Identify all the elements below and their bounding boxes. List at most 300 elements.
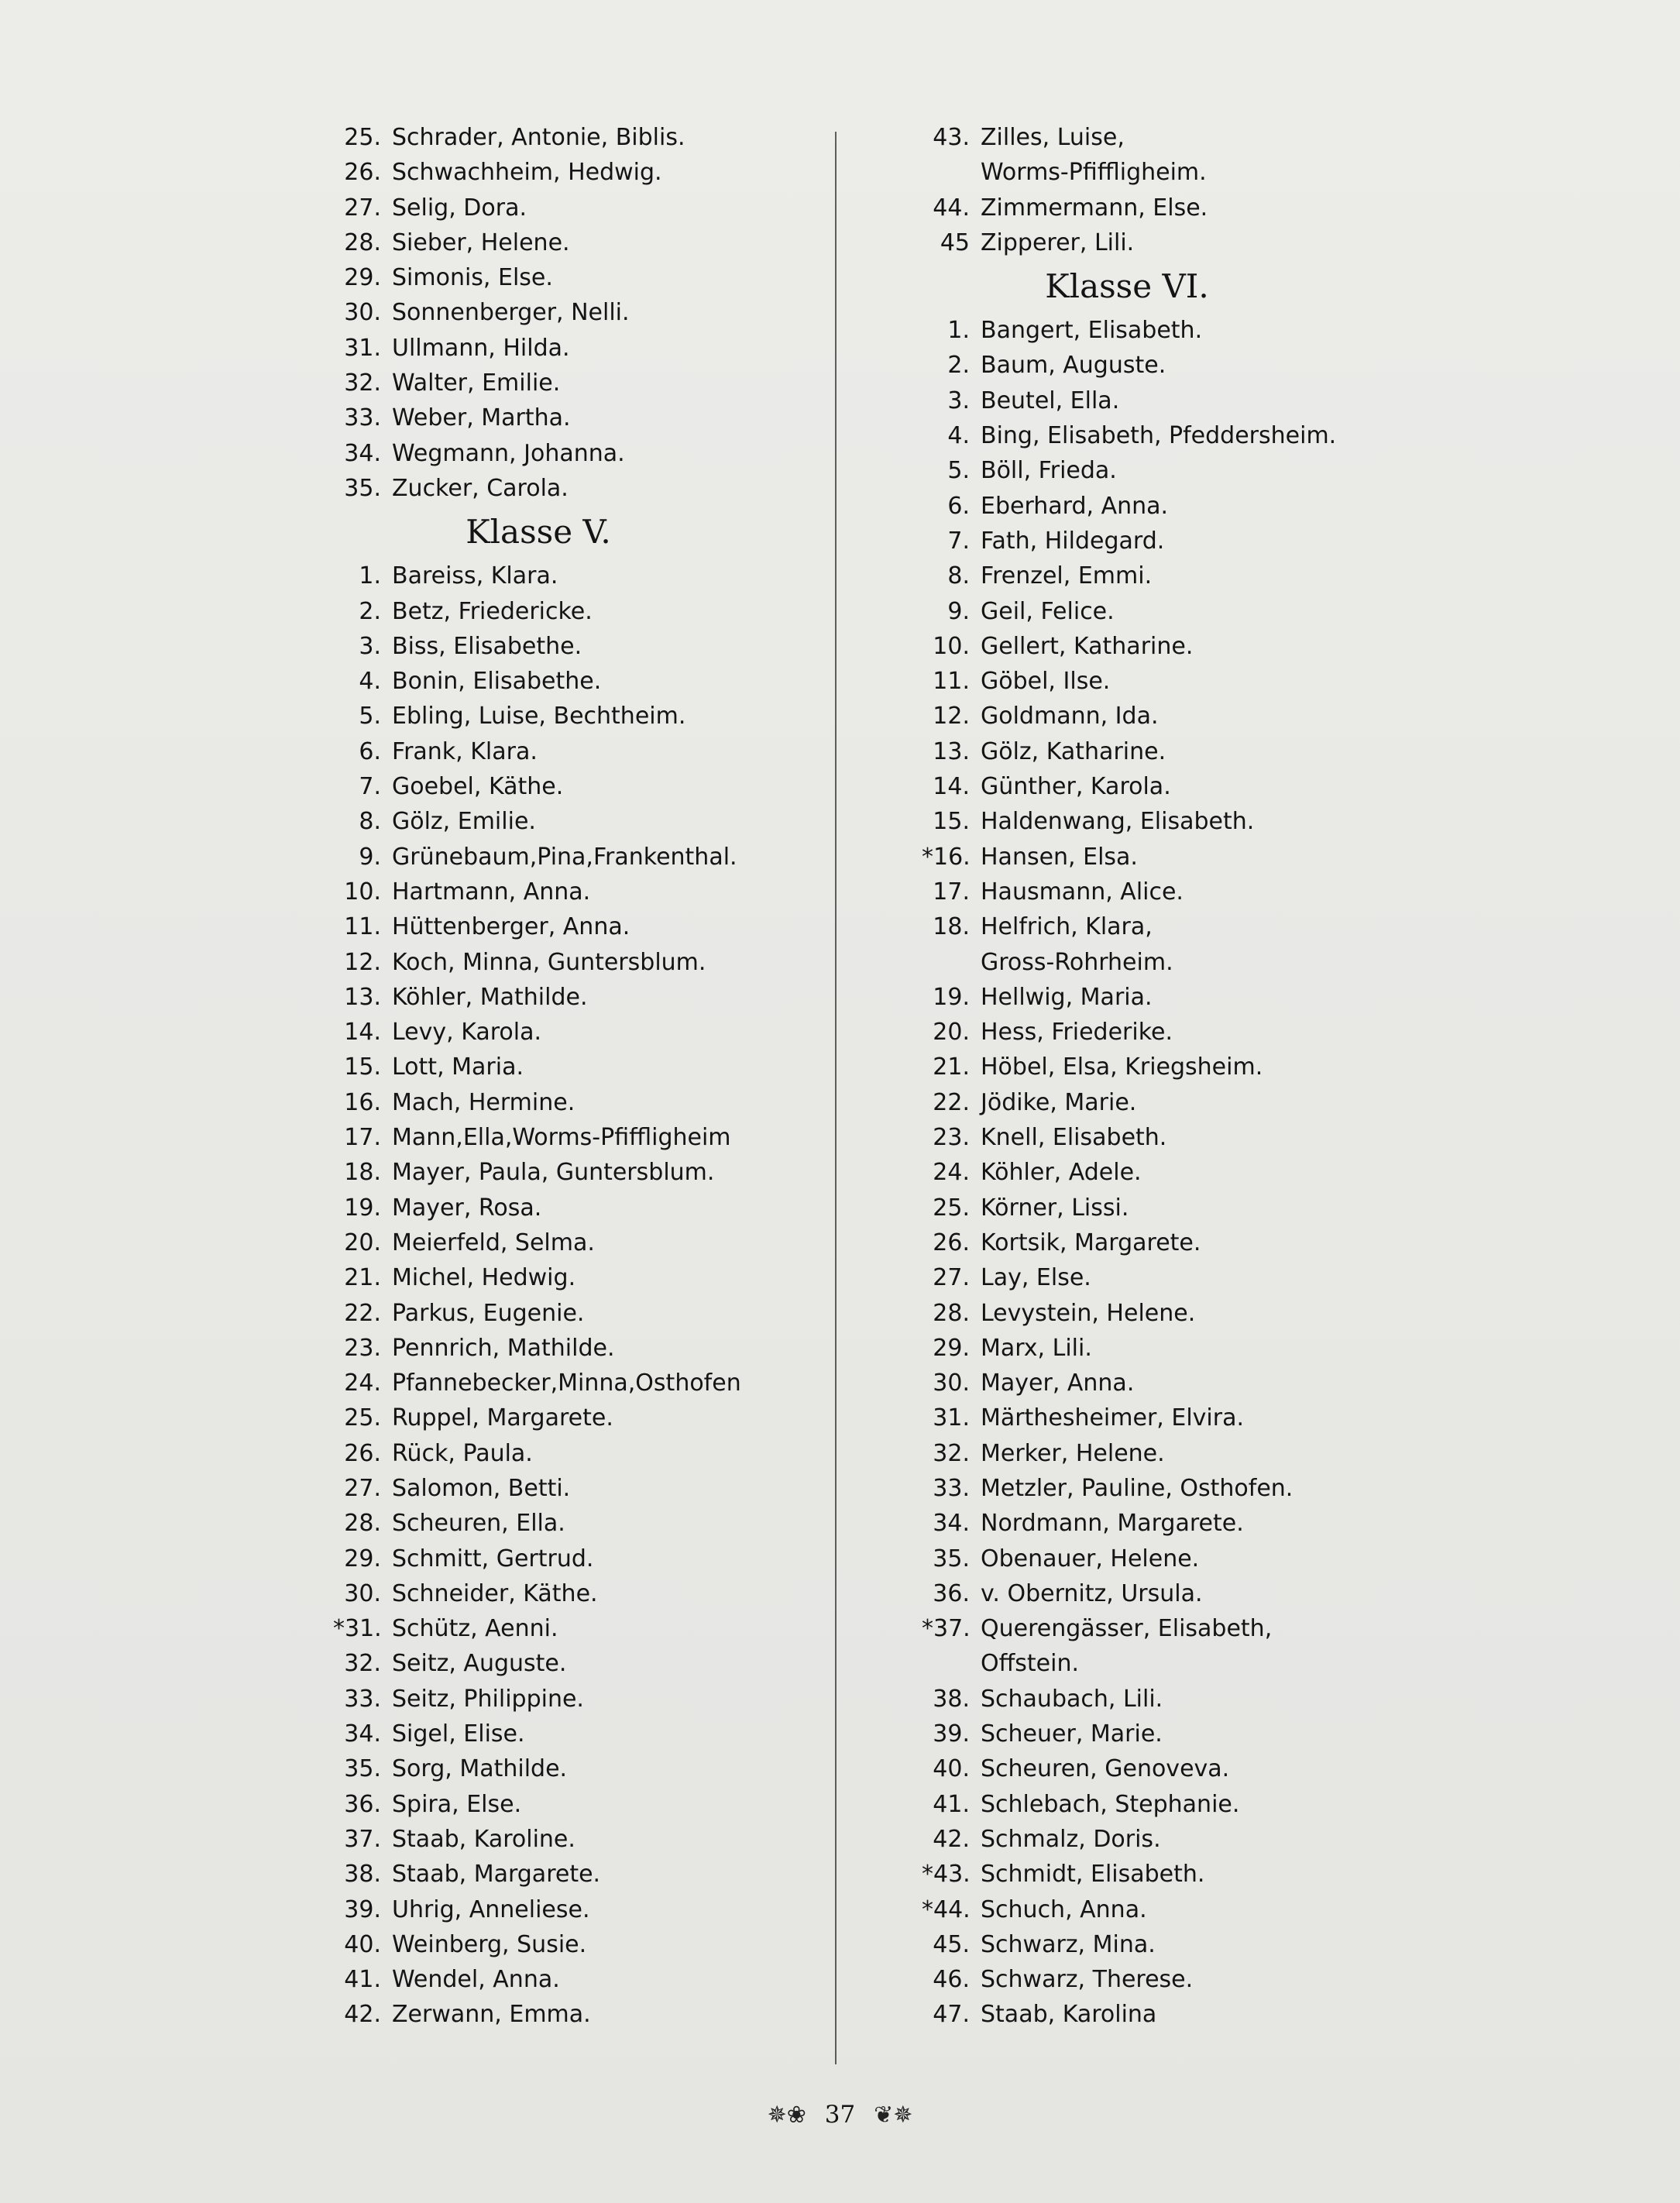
entry-number: 7. — [359, 773, 381, 801]
entry-text: Wendel, Anna. — [392, 1966, 560, 1994]
entry-number: 33. — [344, 404, 381, 432]
entry-text: Rück, Paula. — [392, 1439, 533, 1467]
list-item — [333, 769, 790, 804]
list-item — [333, 664, 790, 699]
list-item — [333, 1892, 790, 1927]
entry-text: Knell, Elisabeth. — [981, 1124, 1167, 1152]
list-item-continuation — [922, 945, 1386, 980]
list-item — [333, 471, 790, 506]
list-item — [922, 1050, 1386, 1084]
entry-text: Scheuren, Ella. — [392, 1510, 565, 1538]
entry-number: 23. — [344, 1334, 381, 1362]
entry-number: 23. — [933, 1124, 970, 1152]
entry-number: 27. — [933, 1264, 970, 1292]
entry-number: 47. — [933, 2001, 970, 2029]
entry-number: 11. — [344, 913, 381, 941]
entry-number: 6. — [947, 492, 970, 520]
entry-number: 29. — [344, 264, 381, 292]
list-item — [333, 295, 790, 330]
entry-text: Schrader, Antonie, Biblis. — [392, 124, 685, 151]
entry-number: 30. — [344, 299, 381, 327]
list-item — [922, 1296, 1386, 1331]
entry-text: Scheuer, Marie. — [981, 1720, 1163, 1748]
entry-text: Bangert, Elisabeth. — [981, 317, 1203, 345]
entry-text: Betz, Friedericke. — [392, 597, 593, 625]
entry-text: Pennrich, Mathilde. — [392, 1334, 615, 1362]
entry-text: Zilles, Luise, — [981, 124, 1125, 151]
entry-text: Schütz, Aenni. — [392, 1615, 558, 1643]
entry-text: Schwarz, Therese. — [981, 1966, 1194, 1994]
entry-number: 12. — [933, 703, 970, 730]
entry-text: Hansen, Elsa. — [981, 843, 1138, 871]
list-item — [922, 1225, 1386, 1260]
entry-number: 35. — [344, 474, 381, 502]
entry-number: 3. — [359, 632, 381, 660]
entry-text: Mach, Hermine. — [392, 1088, 575, 1116]
list-item — [922, 594, 1386, 629]
entry-number: 8. — [359, 808, 381, 836]
list-item-continuation — [922, 1646, 1386, 1681]
list-item — [333, 155, 790, 190]
list-item — [333, 1015, 790, 1050]
entry-text: Göbel, Ilse. — [981, 668, 1111, 696]
list-item — [922, 1401, 1386, 1435]
entry-text: Bing, Elisabeth, Pfeddersheim. — [981, 422, 1337, 450]
entry-text: Walter, Emilie. — [392, 369, 561, 397]
list-item — [922, 453, 1386, 488]
entry-number: 26. — [344, 1439, 381, 1467]
list-item — [922, 1751, 1386, 1786]
entry-number: 28. — [344, 1510, 381, 1538]
entry-text: Lott, Maria. — [392, 1053, 524, 1081]
entry-text: Staab, Margarete. — [392, 1861, 601, 1889]
entry-number: 42. — [933, 1825, 970, 1853]
list-item — [333, 594, 790, 629]
entry-text: Bareiss, Klara. — [392, 562, 558, 590]
entry-number: 25. — [344, 1404, 381, 1432]
entry-number: 25. — [344, 124, 381, 151]
list-item — [333, 1541, 790, 1576]
list-item — [333, 629, 790, 664]
entry-number: 32. — [344, 1650, 381, 1678]
entry-text: Gross-Rohrheim. — [981, 948, 1173, 976]
list-item — [333, 840, 790, 875]
entry-number: 37. — [344, 1825, 381, 1853]
entry-text: Sonnenberger, Nelli. — [392, 299, 630, 327]
list-item — [333, 1611, 790, 1646]
list-item — [333, 980, 790, 1015]
entry-number: 26. — [344, 159, 381, 187]
entry-number: 5. — [947, 457, 970, 485]
entry-number: 38. — [933, 1685, 970, 1713]
entry-number: 40. — [344, 1930, 381, 1958]
entry-number: 34. — [933, 1510, 970, 1538]
list-item — [333, 909, 790, 944]
entry-number: 22. — [933, 1088, 970, 1116]
right-column — [922, 120, 1386, 2033]
left-column — [333, 120, 790, 2033]
entry-number: 18. — [344, 1159, 381, 1187]
entry-number: 45. — [933, 1930, 970, 1958]
entry-number: 45 — [940, 229, 970, 256]
list-item — [333, 1506, 790, 1541]
entry-number: 22. — [344, 1299, 381, 1327]
entry-number: 36. — [933, 1579, 970, 1607]
entry-number: 17. — [933, 878, 970, 906]
entry-text: Wegmann, Johanna. — [392, 439, 625, 467]
list-item — [333, 1401, 790, 1435]
list-item — [333, 260, 790, 295]
page-footer — [0, 2101, 1680, 2129]
list-item — [333, 191, 790, 225]
entry-text: Nordmann, Margarete. — [981, 1510, 1244, 1538]
entry-text: Marx, Lili. — [981, 1334, 1092, 1362]
entry-number: 10. — [344, 878, 381, 906]
entry-text: Kortsik, Margarete. — [981, 1229, 1201, 1256]
entry-text: Michel, Hedwig. — [392, 1264, 576, 1292]
entry-number: *43. — [922, 1861, 971, 1889]
ornament-right-icon: ❦✵ — [874, 2102, 913, 2129]
entry-text: Gölz, Katharine. — [981, 737, 1166, 765]
entry-number: 6. — [359, 737, 381, 765]
list-item — [922, 1191, 1386, 1225]
entry-text: Simonis, Else. — [392, 264, 553, 292]
entry-text: Helfrich, Klara, — [981, 913, 1153, 941]
entry-number: 16. — [344, 1088, 381, 1116]
entry-text: Mayer, Anna. — [981, 1370, 1135, 1397]
entry-number: 15. — [344, 1053, 381, 1081]
entry-number: 35. — [344, 1755, 381, 1783]
entry-text: Günther, Karola. — [981, 773, 1171, 801]
entry-text: Ullmann, Hilda. — [392, 334, 570, 362]
list-item — [333, 1787, 790, 1822]
entry-number: 42. — [344, 2001, 381, 2029]
list-item — [922, 840, 1386, 875]
entry-text: Sigel, Elise. — [392, 1720, 525, 1748]
entry-number: 35. — [933, 1545, 970, 1572]
entry-text: Schaubach, Lili. — [981, 1685, 1163, 1713]
list-item — [922, 120, 1386, 155]
list-item — [922, 1927, 1386, 1962]
entry-number: 1. — [359, 562, 381, 590]
entry-text: Beutel, Ella. — [981, 387, 1120, 414]
list-item — [333, 1191, 790, 1225]
entry-text: Hausmann, Alice. — [981, 878, 1184, 906]
list-item — [333, 225, 790, 260]
entry-number: 4. — [947, 422, 970, 450]
list-item — [333, 1296, 790, 1331]
list-item — [333, 436, 790, 471]
entry-number: 17. — [344, 1124, 381, 1152]
list-item — [333, 120, 790, 155]
entry-number: 14. — [933, 773, 970, 801]
entry-number: 13. — [933, 737, 970, 765]
entry-text: Mann,Ella,Worms-Pfiffligheim — [392, 1124, 731, 1152]
entry-number: 29. — [344, 1545, 381, 1572]
list-item — [922, 804, 1386, 839]
entry-text: Ruppel, Margarete. — [392, 1404, 613, 1432]
list-item — [922, 1997, 1386, 2032]
list-item — [922, 489, 1386, 524]
entry-number: 13. — [344, 983, 381, 1011]
list-item — [922, 734, 1386, 769]
list-item — [333, 945, 790, 980]
entry-number: 15. — [933, 808, 970, 836]
entry-number: 29. — [933, 1334, 970, 1362]
list-item — [922, 1331, 1386, 1366]
entry-number: 11. — [933, 668, 970, 696]
entry-text: Höbel, Elsa, Kriegsheim. — [981, 1053, 1263, 1081]
list-item — [922, 1155, 1386, 1190]
entry-text: Seitz, Auguste. — [392, 1650, 567, 1678]
list-item — [922, 1962, 1386, 1997]
entry-text: Pfannebecker,Minna,Osthofen — [392, 1370, 741, 1397]
list-item — [333, 1751, 790, 1786]
entry-text: Jödike, Marie. — [981, 1088, 1137, 1116]
list-item — [922, 313, 1386, 348]
entry-number: 21. — [344, 1264, 381, 1292]
entry-number: 10. — [933, 632, 970, 660]
entry-number: 2. — [359, 597, 381, 625]
list-item — [333, 1436, 790, 1471]
entry-text: Hüttenberger, Anna. — [392, 913, 630, 941]
entry-number: 32. — [933, 1439, 970, 1467]
entry-number: 20. — [933, 1019, 970, 1047]
entry-text: Schlebach, Stephanie. — [981, 1790, 1240, 1818]
entry-text: Schmalz, Doris. — [981, 1825, 1161, 1853]
list-item — [333, 1050, 790, 1084]
entry-number: 39. — [344, 1895, 381, 1923]
entry-number: 12. — [344, 948, 381, 976]
list-item — [333, 699, 790, 734]
entry-text: Grünebaum,Pina,Frankenthal. — [392, 843, 737, 871]
entry-number: 19. — [344, 1194, 381, 1222]
list-item — [922, 699, 1386, 734]
entry-number: 4. — [359, 668, 381, 696]
entry-text: Köhler, Mathilde. — [392, 983, 588, 1011]
entry-text: Gölz, Emilie. — [392, 808, 536, 836]
entry-text: Biss, Elisabethe. — [392, 632, 582, 660]
list-item — [333, 1857, 790, 1892]
ornament-left-icon: ✵❀ — [767, 2102, 806, 2129]
list-item — [922, 558, 1386, 593]
entry-text: Mayer, Paula, Guntersblum. — [392, 1159, 715, 1187]
entry-text: Sieber, Helene. — [392, 229, 570, 256]
entry-text: Zerwann, Emma. — [392, 2001, 591, 2029]
entry-text: Levy, Karola. — [392, 1019, 542, 1047]
entry-text: Uhrig, Anneliese. — [392, 1895, 590, 1923]
list-item — [922, 1541, 1386, 1576]
entry-text: Koch, Minna, Guntersblum. — [392, 948, 706, 976]
list-item — [333, 1331, 790, 1366]
entry-text: Metzler, Pauline, Osthofen. — [981, 1474, 1293, 1502]
list-item — [922, 418, 1386, 453]
entry-number: 32. — [344, 369, 381, 397]
entry-number: 31. — [933, 1404, 970, 1432]
entry-text: Schmidt, Elisabeth. — [981, 1861, 1205, 1889]
list-item — [922, 1787, 1386, 1822]
list-item — [333, 1717, 790, 1751]
entry-number: *37. — [922, 1615, 971, 1643]
list-item — [333, 400, 790, 435]
entry-text: Spira, Else. — [392, 1790, 522, 1818]
list-item — [333, 1085, 790, 1120]
entry-text: Weber, Martha. — [392, 404, 571, 432]
list-item — [922, 1260, 1386, 1295]
list-item — [922, 1120, 1386, 1155]
entry-number: 14. — [344, 1019, 381, 1047]
entry-text: Selig, Dora. — [392, 194, 527, 222]
list-item — [922, 1822, 1386, 1857]
list-item — [333, 1471, 790, 1506]
list-item — [922, 1366, 1386, 1401]
entry-text: Böll, Frieda. — [981, 457, 1117, 485]
list-item — [333, 1822, 790, 1857]
entry-number: *31. — [333, 1615, 382, 1643]
entry-number: 43. — [933, 124, 970, 151]
entry-text: Haldenwang, Elisabeth. — [981, 808, 1255, 836]
list-item — [922, 980, 1386, 1015]
list-item — [922, 1471, 1386, 1506]
list-item — [333, 1120, 790, 1155]
list-item — [922, 1717, 1386, 1751]
list-item — [333, 1260, 790, 1295]
class-heading: Klasse V. — [466, 513, 611, 552]
entry-number: 34. — [344, 1720, 381, 1748]
list-item — [333, 1962, 790, 1997]
entry-number: 39. — [933, 1720, 970, 1748]
entry-number: 33. — [933, 1474, 970, 1502]
list-item — [333, 558, 790, 593]
entry-number: 27. — [344, 1474, 381, 1502]
list-item — [333, 1155, 790, 1190]
list-item — [922, 1892, 1386, 1927]
column-divider — [835, 132, 837, 2064]
list-item — [922, 191, 1386, 225]
entry-text: Levystein, Helene. — [981, 1299, 1196, 1327]
entry-number: 40. — [933, 1755, 970, 1783]
entry-number: 26. — [933, 1229, 970, 1256]
entry-number: 38. — [344, 1861, 381, 1889]
entry-text: Querengässer, Elisabeth, — [981, 1615, 1273, 1643]
entry-number: *44. — [922, 1895, 971, 1923]
entry-number: 2. — [947, 352, 970, 380]
list-item — [922, 1436, 1386, 1471]
entry-text: Staab, Karoline. — [392, 1825, 575, 1853]
list-item — [922, 1015, 1386, 1050]
entry-text: Köhler, Adele. — [981, 1159, 1142, 1187]
entry-text: Frenzel, Emmi. — [981, 562, 1153, 590]
entry-number: 19. — [933, 983, 970, 1011]
page-number: 37 — [824, 2101, 856, 2129]
list-item — [922, 1611, 1386, 1646]
entry-number: 1. — [947, 317, 970, 345]
entry-text: Hartmann, Anna. — [392, 878, 591, 906]
entry-text: Zucker, Carola. — [392, 474, 569, 502]
list-item — [922, 875, 1386, 909]
entry-text: v. Obernitz, Ursula. — [981, 1579, 1203, 1607]
entry-number: 24. — [344, 1370, 381, 1397]
entry-text: Zipperer, Lili. — [981, 229, 1135, 256]
list-item — [922, 1085, 1386, 1120]
entry-text: Baum, Auguste. — [981, 352, 1166, 380]
list-item — [333, 331, 790, 366]
list-item — [333, 1682, 790, 1717]
entry-text: Eberhard, Anna. — [981, 492, 1169, 520]
list-item — [333, 1366, 790, 1401]
entry-text: Sorg, Mathilde. — [392, 1755, 568, 1783]
entry-number: 18. — [933, 913, 970, 941]
entry-text: Zimmermann, Else. — [981, 194, 1208, 222]
entry-number: 28. — [933, 1299, 970, 1327]
entry-number: 25. — [933, 1194, 970, 1222]
entry-text: Hess, Friederike. — [981, 1019, 1173, 1047]
list-item — [922, 225, 1386, 260]
entry-text: Lay, Else. — [981, 1264, 1091, 1292]
entry-number: 7. — [947, 527, 970, 555]
entry-text: Schuch, Anna. — [981, 1895, 1147, 1923]
entry-text: Ebling, Luise, Bechtheim. — [392, 703, 686, 730]
list-item — [922, 524, 1386, 558]
list-item — [922, 909, 1386, 944]
entry-text: Merker, Helene. — [981, 1439, 1165, 1467]
entry-text: Frank, Klara. — [392, 737, 538, 765]
entry-text: Bonin, Elisabethe. — [392, 668, 602, 696]
entry-number: 8. — [947, 562, 970, 590]
entry-number: 9. — [947, 597, 970, 625]
entry-number: 31. — [344, 334, 381, 362]
entry-number: 5. — [359, 703, 381, 730]
entry-text: Schmitt, Gertrud. — [392, 1545, 594, 1572]
entry-number: 21. — [933, 1053, 970, 1081]
list-item — [922, 1506, 1386, 1541]
list-item — [922, 1576, 1386, 1611]
entry-text: Gellert, Katharine. — [981, 632, 1194, 660]
entry-text: Körner, Lissi. — [981, 1194, 1129, 1222]
entry-text: Märthesheimer, Elvira. — [981, 1404, 1244, 1432]
entry-text: Hellwig, Maria. — [981, 983, 1153, 1011]
entry-number: 28. — [344, 229, 381, 256]
list-item — [922, 664, 1386, 699]
list-item — [333, 1576, 790, 1611]
entry-number: 3. — [947, 387, 970, 414]
entry-number: 33. — [344, 1685, 381, 1713]
entry-number: *16. — [922, 843, 971, 871]
list-item — [333, 804, 790, 839]
list-item — [922, 383, 1386, 418]
list-item — [922, 1857, 1386, 1892]
entry-number: 34. — [344, 439, 381, 467]
list-item — [333, 875, 790, 909]
entry-number: 41. — [933, 1790, 970, 1818]
entry-number: 30. — [933, 1370, 970, 1397]
entry-text: Goebel, Käthe. — [392, 773, 564, 801]
list-item — [333, 1225, 790, 1260]
list-item — [922, 769, 1386, 804]
entry-number: 24. — [933, 1159, 970, 1187]
entry-text: Schneider, Käthe. — [392, 1579, 598, 1607]
entry-number: 46. — [933, 1966, 970, 1994]
entry-text: Offstein. — [981, 1650, 1080, 1678]
list-item — [333, 734, 790, 769]
entry-text: Geil, Felice. — [981, 597, 1115, 625]
entry-text: Mayer, Rosa. — [392, 1194, 542, 1222]
list-item — [922, 348, 1386, 383]
entry-text: Schwarz, Mina. — [981, 1930, 1156, 1958]
list-item — [922, 1682, 1386, 1717]
entry-number: 41. — [344, 1966, 381, 1994]
entry-text: Fath, Hildegard. — [981, 527, 1165, 555]
